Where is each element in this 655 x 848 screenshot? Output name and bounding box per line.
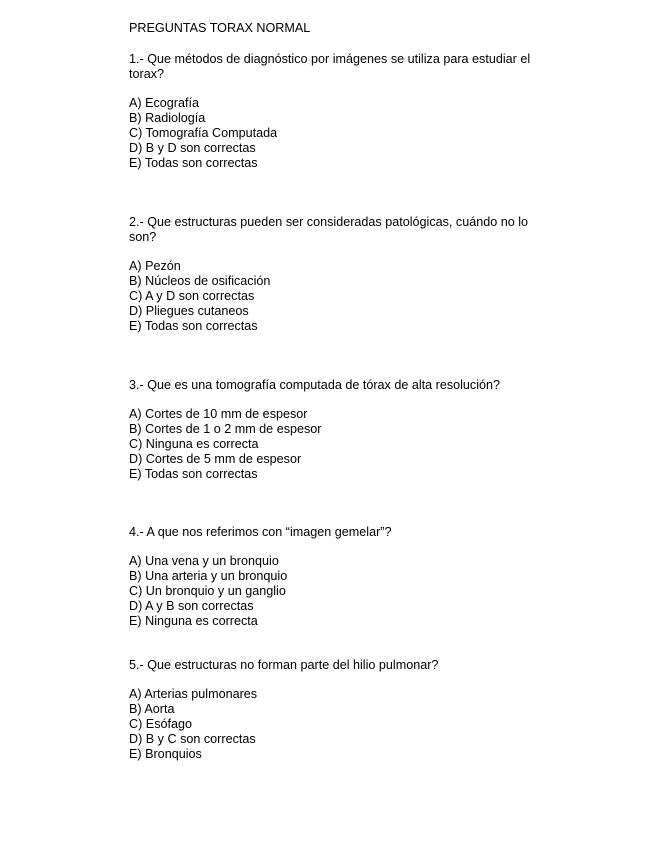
answer-option: D) B y C son correctas (129, 732, 256, 746)
answer-option: C) A y D son correctas (129, 289, 255, 303)
answer-option: D) B y D son correctas (129, 141, 256, 155)
answer-option: C) Ninguna es correcta (129, 437, 259, 451)
answer-option: A) Arterias pulmonares (129, 687, 258, 701)
answer-option: C) Un bronquio y un ganglio (129, 584, 286, 598)
answer-option: E) Todas son correctas (129, 467, 258, 481)
answer-option: E) Todas son correctas (129, 319, 258, 333)
answer-option: E) Ninguna es correcta (129, 614, 258, 628)
question-text: 3.- Que es una tomografía computada de tórax de alta resolución? (129, 378, 501, 392)
answer-list (129, 554, 549, 629)
answer-option: C) Esófago (129, 717, 192, 731)
answer-option: A) Una vena y un bronquio (129, 554, 279, 568)
answer-list (129, 259, 549, 334)
answer-option: A) Cortes de 10 mm de espesor (129, 407, 308, 421)
answer-option: B) Radiología (129, 111, 206, 125)
question-text: 2.- Que estructuras pueden ser consideradas patológicas, cuándo no lo son? (129, 215, 529, 244)
answer-option: A) Pezón (129, 259, 181, 273)
question-4 (129, 525, 549, 629)
answer-option: B) Una arteria y un bronquio (129, 569, 288, 583)
question-3 (129, 378, 549, 482)
answer-option: A) Ecografía (129, 96, 199, 110)
answer-option: B) Núcleos de osificación (129, 274, 271, 288)
answer-option: C) Tomografía Computada (129, 126, 278, 140)
answer-option: E) Bronquios (129, 747, 202, 761)
answer-option: E) Todas son correctas (129, 156, 258, 170)
answer-option: D) A y B son correctas (129, 599, 254, 613)
answer-option: D) Pliegues cutaneos (129, 304, 249, 318)
page-title: PREGUNTAS TORAX NORMAL (129, 21, 311, 35)
answer-option: B) Cortes de 1 o 2 mm de espesor (129, 422, 322, 436)
answer-option: B) Aorta (129, 702, 175, 716)
question-text: 1.- Que métodos de diagnóstico por imágenes se utiliza para estudiar el torax? (129, 52, 531, 81)
question-1 (129, 52, 549, 171)
question-5 (129, 658, 549, 762)
question-text: 5.- Que estructuras no forman parte del hilio pulmonar? (129, 658, 439, 672)
question-2 (129, 215, 549, 334)
answer-list (129, 687, 549, 762)
answer-list (129, 407, 549, 482)
answer-option: D) Cortes de 5 mm de espesor (129, 452, 302, 466)
answer-list (129, 96, 549, 171)
question-text: 4.- A que nos referimos con “imagen gemelar”? (129, 525, 392, 539)
